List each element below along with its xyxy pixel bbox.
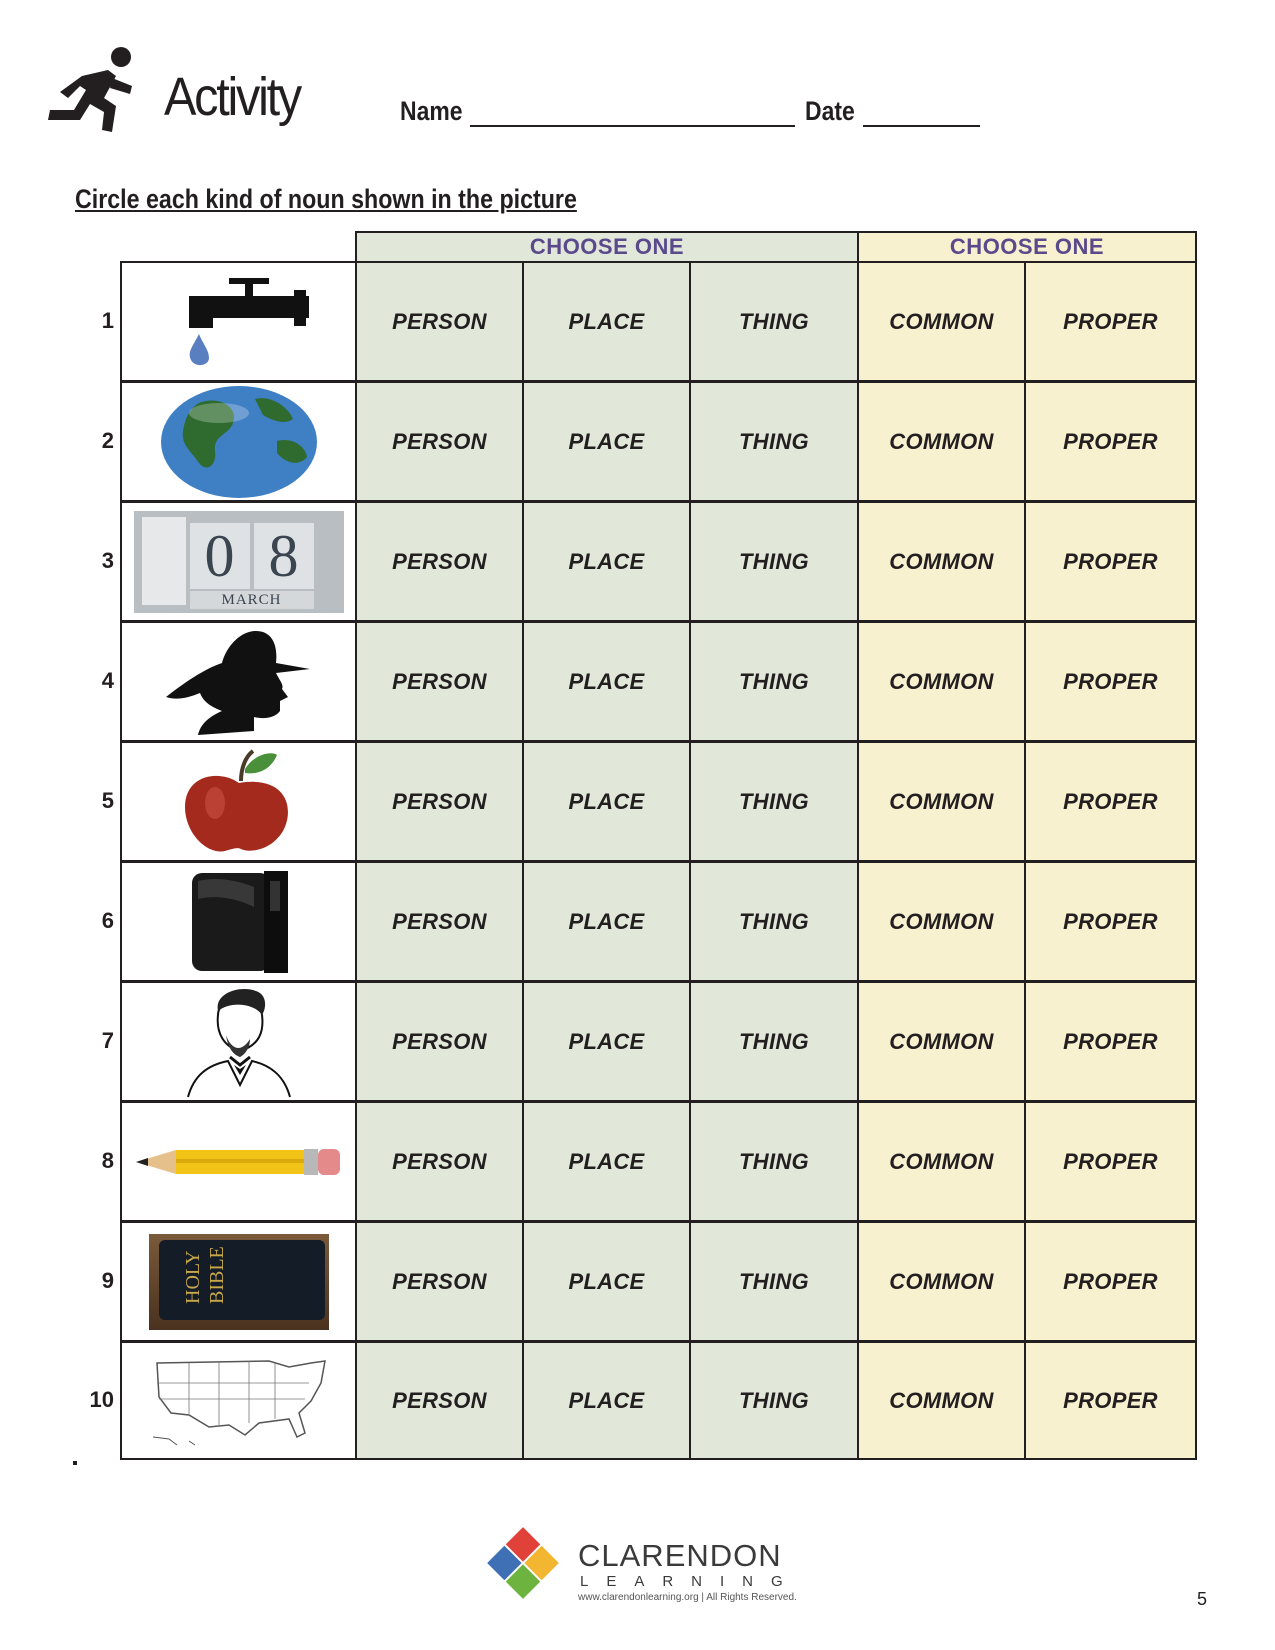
date-field[interactable] (863, 125, 980, 127)
choice-place[interactable]: PLACE (522, 621, 691, 742)
choice-place[interactable]: PLACE (522, 741, 691, 862)
choice-person[interactable]: PERSON (355, 381, 524, 502)
row-number: 8 (101, 1147, 114, 1173)
choice-place[interactable]: PLACE (522, 261, 691, 382)
brand-website: www.clarendonlearning.org | All Rights Reserved. (578, 1592, 797, 1603)
page-number: 5 (1197, 1589, 1208, 1609)
row-number: 10 (89, 1386, 114, 1412)
picture-cell (120, 621, 357, 742)
running-person-icon (46, 46, 138, 132)
choice-place[interactable]: PLACE (522, 501, 691, 622)
row-number: 6 (101, 907, 114, 933)
row-number: 7 (101, 1027, 114, 1053)
choice-proper[interactable]: PROPER (1024, 1221, 1197, 1342)
us-map-icon (149, 1353, 329, 1449)
choice-thing[interactable]: THING (689, 501, 859, 622)
choice-thing[interactable]: THING (689, 1221, 859, 1342)
choice-common[interactable]: COMMON (857, 741, 1026, 862)
choice-person[interactable]: PERSON (355, 261, 524, 382)
choice-thing[interactable]: THING (689, 981, 859, 1102)
row-number: 5 (101, 787, 114, 813)
row-number: 9 (101, 1267, 114, 1293)
choice-proper[interactable]: PROPER (1024, 261, 1197, 382)
brand-subtitle: LEARNING (580, 1573, 801, 1590)
choice-person[interactable]: PERSON (355, 621, 524, 742)
choice-place[interactable]: PLACE (522, 381, 691, 502)
row-number: 1 (101, 307, 114, 333)
picture-cell (120, 1221, 357, 1342)
choice-common[interactable]: COMMON (857, 1101, 1026, 1222)
pencil-icon (134, 1144, 344, 1180)
picture-cell (120, 981, 357, 1102)
game-console-icon (184, 867, 294, 977)
choice-person[interactable]: PERSON (355, 741, 524, 862)
picture-cell (120, 1101, 357, 1222)
choice-person[interactable]: PERSON (355, 1221, 524, 1342)
choice-proper[interactable]: PROPER (1024, 981, 1197, 1102)
row-number: 4 (101, 667, 114, 693)
row-number: 3 (101, 547, 114, 573)
calendar-block-icon: 0 8 MARCH (134, 511, 344, 613)
choose-one-header-noun-kind: CHOOSE ONE (857, 231, 1197, 263)
row-number: 2 (101, 427, 114, 453)
choice-proper[interactable]: PROPER (1024, 1101, 1197, 1222)
activity-title: Activity (164, 67, 300, 127)
choice-common[interactable]: COMMON (857, 981, 1026, 1102)
picture-cell (120, 261, 357, 382)
puzzle-logo-icon (484, 1524, 562, 1602)
picture-cell (120, 1341, 357, 1460)
choice-thing[interactable]: THING (689, 261, 859, 382)
choice-proper[interactable]: PROPER (1024, 621, 1197, 742)
choice-place[interactable]: PLACE (522, 861, 691, 982)
choice-person[interactable]: PERSON (355, 861, 524, 982)
choice-common[interactable]: COMMON (857, 1341, 1026, 1460)
bible-book-icon: HOLY BIBLE (149, 1234, 329, 1330)
choice-thing[interactable]: THING (689, 741, 859, 862)
choice-place[interactable]: PLACE (522, 1221, 691, 1342)
choice-place[interactable]: PLACE (522, 1101, 691, 1222)
choice-common[interactable]: COMMON (857, 621, 1026, 742)
choice-common[interactable]: COMMON (857, 861, 1026, 982)
instruction-text: Circle each kind of noun shown in the picture (75, 184, 577, 214)
choice-thing[interactable]: THING (689, 1101, 859, 1222)
choice-common[interactable]: COMMON (857, 261, 1026, 382)
choice-thing[interactable]: THING (689, 621, 859, 742)
choice-place[interactable]: PLACE (522, 981, 691, 1102)
faucet-icon (169, 272, 309, 372)
picture-cell (120, 741, 357, 862)
choice-thing[interactable]: THING (689, 861, 859, 982)
picture-cell (120, 381, 357, 502)
choice-common[interactable]: COMMON (857, 1221, 1026, 1342)
name-field[interactable] (470, 125, 795, 127)
choose-one-header-noun-type: CHOOSE ONE (355, 231, 859, 263)
choice-proper[interactable]: PROPER (1024, 861, 1197, 982)
globe-icon (159, 385, 319, 499)
choice-thing[interactable]: THING (689, 1341, 859, 1460)
choice-proper[interactable]: PROPER (1024, 501, 1197, 622)
apple-icon (179, 747, 299, 857)
choice-person[interactable]: PERSON (355, 1101, 524, 1222)
choice-place[interactable]: PLACE (522, 1341, 691, 1460)
picture-cell (120, 861, 357, 982)
choice-proper[interactable]: PROPER (1024, 1341, 1197, 1460)
choice-common[interactable]: COMMON (857, 381, 1026, 502)
choice-proper[interactable]: PROPER (1024, 741, 1197, 862)
picture-cell (120, 501, 357, 622)
name-label: Name (400, 96, 463, 126)
firefighter-silhouette-icon (164, 627, 314, 737)
choice-person[interactable]: PERSON (355, 1341, 524, 1460)
stray-mark (73, 1461, 77, 1465)
date-label: Date (805, 96, 855, 126)
brand-name: CLARENDON (578, 1538, 782, 1573)
choice-proper[interactable]: PROPER (1024, 381, 1197, 502)
portrait-sketch-icon (184, 985, 294, 1099)
choice-common[interactable]: COMMON (857, 501, 1026, 622)
choice-thing[interactable]: THING (689, 381, 859, 502)
choice-person[interactable]: PERSON (355, 501, 524, 622)
choice-person[interactable]: PERSON (355, 981, 524, 1102)
